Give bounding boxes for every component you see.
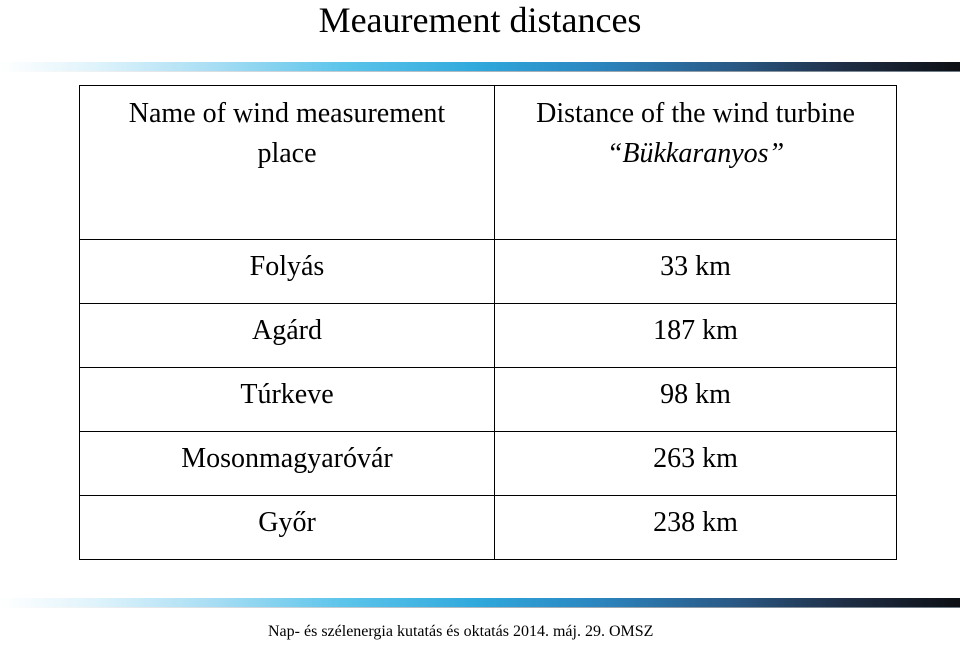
header-place-line2: place (257, 138, 317, 169)
header-distance-line1: Distance of the wind turbine (536, 98, 855, 129)
slide-title: Meaurement distances (318, 0, 642, 40)
header-place-cell (80, 86, 495, 240)
bottom-divider-line (0, 607, 960, 608)
top-gradient-band (0, 62, 960, 71)
table-row (80, 304, 897, 368)
place-cell: Agárd (80, 304, 495, 368)
place-cell: Győr (80, 496, 495, 560)
table-row (80, 368, 897, 432)
header-distance-line2: “Bükkaranyos” (606, 138, 785, 169)
distance-table (79, 85, 897, 560)
table-row (80, 432, 897, 496)
place-cell: Túrkeve (80, 368, 495, 432)
distance-cell: 187 km (495, 304, 897, 368)
distance-cell: 33 km (495, 240, 897, 304)
distance-cell: 98 km (495, 368, 897, 432)
place-cell: Mosonmagyaróvár (80, 432, 495, 496)
distance-cell: 263 km (495, 432, 897, 496)
table-row (80, 240, 897, 304)
header-place-line1: Name of wind measurement (128, 98, 446, 129)
place-cell: Folyás (80, 240, 495, 304)
distance-cell: 238 km (495, 496, 897, 560)
footer-text: Nap- és szélenergia kutatás és oktatás 2014. máj. 29. OMSZ (268, 623, 654, 640)
table-header-row (80, 86, 897, 240)
header-distance-cell (495, 86, 897, 240)
table-row (80, 496, 897, 560)
bottom-gradient-band (0, 598, 960, 607)
top-divider-line (0, 71, 960, 72)
